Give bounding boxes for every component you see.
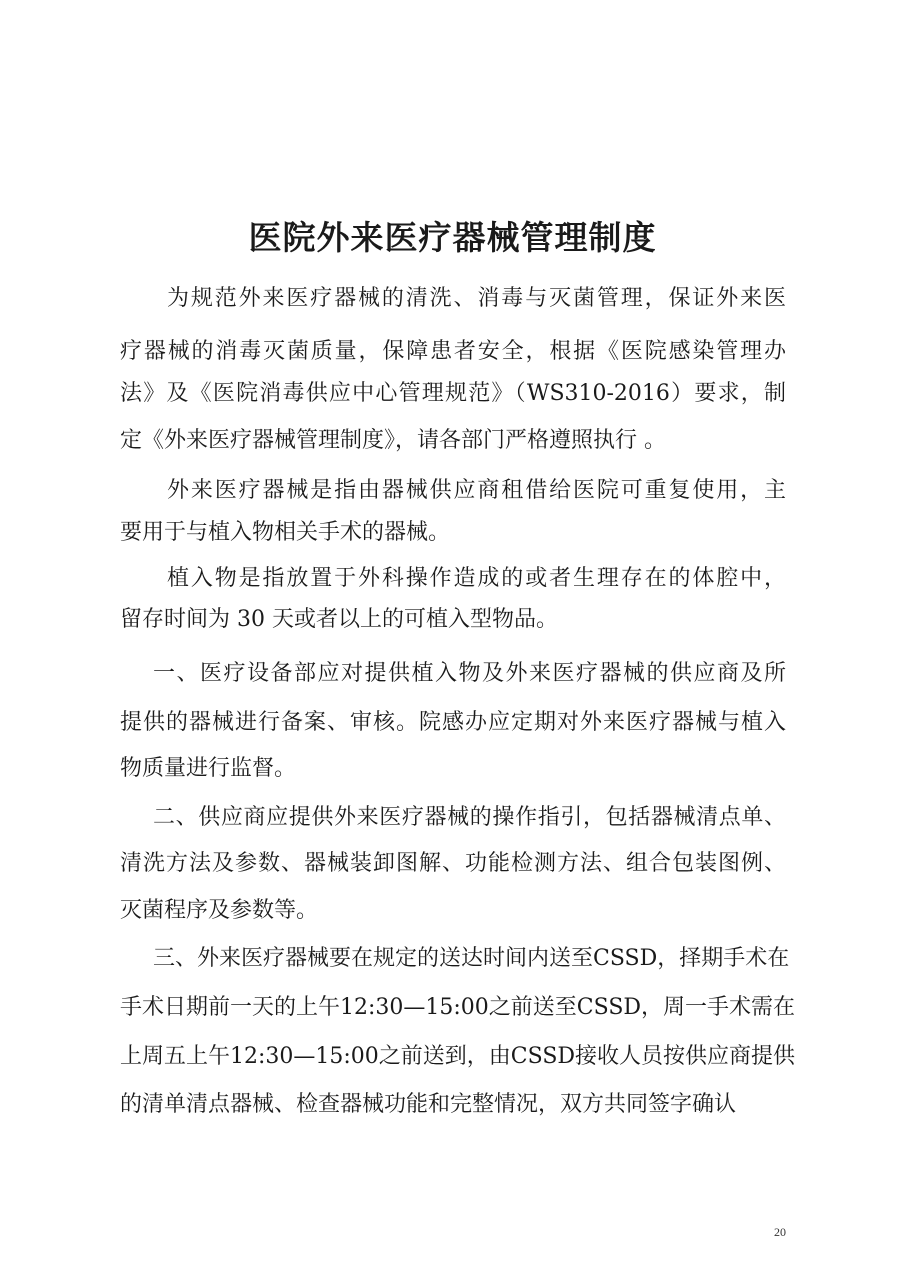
definition-implants-line-1: 植入物是指放置于外科操作造成的或者生理存在的体腔中， [167, 566, 786, 591]
section-2-line-2: 清洗方法及参数、器械装卸图解、功能检测方法、组合包装图例、 [120, 851, 786, 876]
intro-line-2: 疗器械的消毒灭菌质量，保障患者安全，根据《医院感染管理办 [120, 339, 786, 364]
section-1-line-2: 提供的器械进行备案、审核。院感办应定期对外来医疗器械与植入 [120, 710, 786, 735]
definition-instruments-line-2: 要用于与植入物相关手术的器械。 [120, 520, 451, 545]
definition-implants-line-2: 留存时间为 30 天或者以上的可植入型物品。 [120, 607, 558, 632]
section-1-line-3: 物质量进行监督。 [120, 756, 297, 781]
intro-line-4: 定《外来医疗器械管理制度》，请各部门严格遵照执行 。 [120, 428, 666, 453]
page-number: 20 [774, 1225, 786, 1239]
section-3-line-3: 上周五上午12:30—15:00之前送到，由CSSD接收人员按供应商提供 [120, 1044, 796, 1069]
section-2-line-3: 灭菌程序及参数等。 [120, 898, 319, 923]
section-3-line-4: 的清单清点器械、检查器械功能和完整情况，双方共同签字确认 [120, 1092, 737, 1117]
definition-instruments-line-1: 外来医疗器械是指由器械供应商租借给医院可重复使用，主 [167, 478, 786, 503]
section-3-line-1: 三、外来医疗器械要在规定的送达时间内送至CSSD，择期手术在 [153, 946, 790, 971]
section-3-line-2: 手术日期前一天的上午12:30—15:00之前送至CSSD，周一手术需在 [120, 995, 796, 1020]
document-title: 医院外来医疗器械管理制度 [248, 218, 657, 257]
intro-line-1: 为规范外来医疗器械的清洗、消毒与灭菌管理，保证外来医 [167, 286, 786, 311]
section-1-line-1: 一、医疗设备部应对提供植入物及外来医疗器械的供应商及所 [153, 661, 786, 686]
section-2-line-1: 二、供应商应提供外来医疗器械的操作指引，包括器械清点单、 [153, 805, 786, 830]
intro-line-3: 法》及《医院消毒供应中心管理规范》（WS310-2016）要求，制 [120, 381, 786, 406]
